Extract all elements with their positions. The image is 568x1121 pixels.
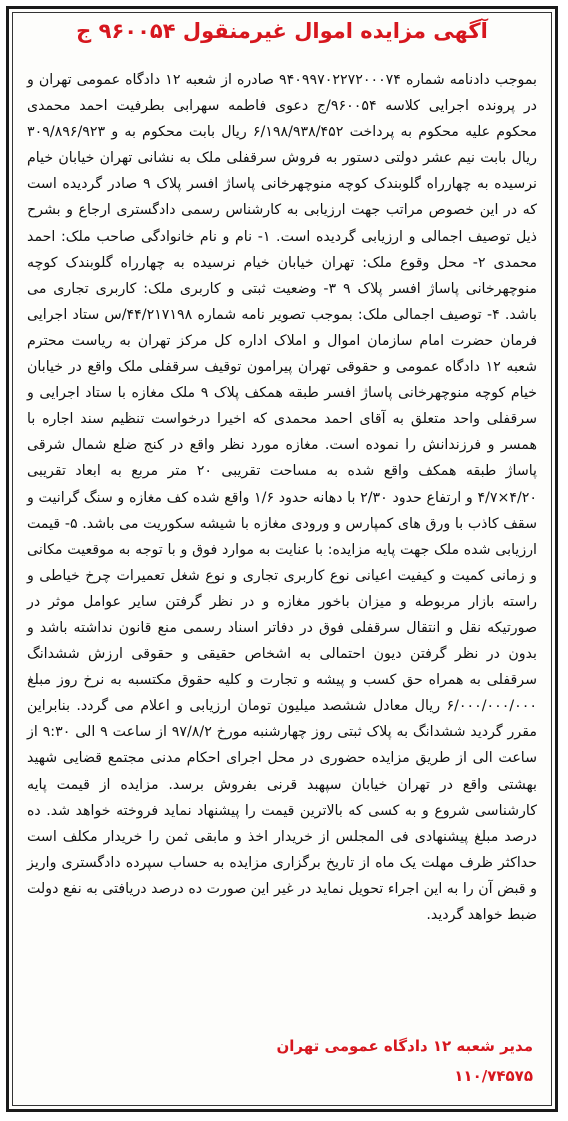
signer-title: مدیر شعبه ۱۲ دادگاه عمومی تهران bbox=[276, 1037, 533, 1055]
notice-footer bbox=[31, 1037, 533, 1097]
reference-number: ۱۱۰/۷۴۵۷۵ bbox=[454, 1067, 533, 1085]
notice-title: آگهی مزایده اموال غیرمنقول ۹۶۰۰۵۴ ج bbox=[76, 19, 488, 43]
notice-body bbox=[27, 67, 537, 928]
notice-body-paragraph: بموجب دادنامه شماره ۹۴۰۹۹۷۰۲۲۷۲۰۰۰۷۴ صادره از شعبه ۱۲ دادگاه عمومی تهران و در پرونده اجرایی کلاسه ۹۶۰۰۵۴/ج دعوی فاطمه سهرابی بطرفیت احمد محمدی محکوم علیه محکوم به پرداخت ۶/۱۹۸/۹۳۸/۴۵۲ ریال بابت محکوم به و ۳۰۹/۸۹۶/۹۲۳ ریال بابت نیم عشر دولتی دستور به فروش سرقفلی ملک به نشانی تهران خیابان خیام نرسیده به چهارراه گلوبندک کوچه منوچهرخانی پاساژ افسر پلاک ۹ صادر گردیده است که در این خصوص مراتب جهت ارزیابی به کارشناس رسمی دادگستری ارجاع و بشرح ذیل توصیف اجمالی و ارزیابی گردیده است. ۱- نام و نام خانوادگی صاحب ملک: احمد محمدی ۲- محل وقوع ملک: تهران خیابان خیام نرسیده به چهارراه گلوبندک کوچه منوچهرخانی پاساژ افسر پلاک ۹ ۳- وضعیت ثبتی و کاربری ملک: کاربری تجاری می باشد. ۴- توصیف اجمالی ملک: بموجب تصویر نامه شماره ۴۴/۲۱۷۱۹۸/س ستاد اجرایی فرمان حضرت امام سازمان اموال و املاک اداره کل مرکز تهران به ریاست محترم شعبه ۱۲ دادگاه عمومی و حقوقی تهران پیرامون توقیف سرقفلی ملک واقع در خیابان خیام کوچه منوچهرخانی پاساژ افسر طبقه همکف پلاک ۹ ملک مغازه با ستاد اجرایی و سرقفلی واحد متعلق به آقای احمد محمدی که اخیرا درخواست تنظیم سند اجاره با همسر و فرزندانش را نموده است. مغازه مورد نظر واقع در کنج ضلع شمال شرقی پاساژ طبقه همکف واقع شده به مساحت تقریبی ۲۰ متر مربع به ابعاد تقریبی ۴/۲۰×۴/۷ و ارتفاع حدود ۲/۳۰ با دهانه حدود ۱/۶ واقع شده کف مغازه و سنگ گرانیت و سقف کاذب با ورق های کمپارس و ورودی مغازه با شیشه سکوریت می باشد. ۵- قیمت ارزیابی شده ملک جهت پایه مزایده: با عنایت به موارد فوق و با توجه به موقعیت مکانی و زمانی کمیت و کیفیت اعیانی نوع کاربری تجاری و نوع شغل تعمیرات چرخ خیاطی و راسته بازار مربوطه و میزان باخور مغازه و در نظر گرفتن سایر عوامل موثر در صورتیکه نقل و انتقال سرقفلی فوق در دفاتر اسناد رسمی منع قانون نداشته باشد و بدون در نظر گرفتن دیون احتمالی به اشخاص حقیقی و حقوقی ارزش ششدانگ سرقفلی به همراه حق کسب و پیشه و تجارت و کلیه حقوق مکتسبه به نرخ روز مبلغ ۶/۰۰۰/۰۰۰/۰۰۰ ریال معادل ششصد میلیون تومان ارزیابی و اعلام می گردد. بنابراین مقرر گردید ششدانگ به پلاک ثبتی روز چهارشنبه مورخ ۹۷/۸/۲ از ساعت ۹ الی ۹:۳۰ از ساعت الی از طریق مزایده حضوری در محل اجرای احکام مدنی مجتمع قضایی شهید بهشتی واقع در تهران خیابان سپهبد قرنی بفروش برسد. مزایده از قیمت پایه کارشناسی شروع و به کسی که بالاترین قیمت را پیشنهاد نماید فروخته خواهد شد. ده درصد مبلغ پیشنهادی فی المجلس از خریدار اخذ و مابقی ثمن را خریدار مکلف است حداکثر ظرف مهلت یک ماه از تاریخ برگزاری مزایده به حساب سپرده دادگستری واریز و قبض آن را به این اجراء تحویل نماید در غیر این صورت ده درصد دریافتی به نفع دولت ضبط خواهد گردید. bbox=[27, 72, 538, 923]
notice-frame bbox=[6, 6, 558, 1112]
